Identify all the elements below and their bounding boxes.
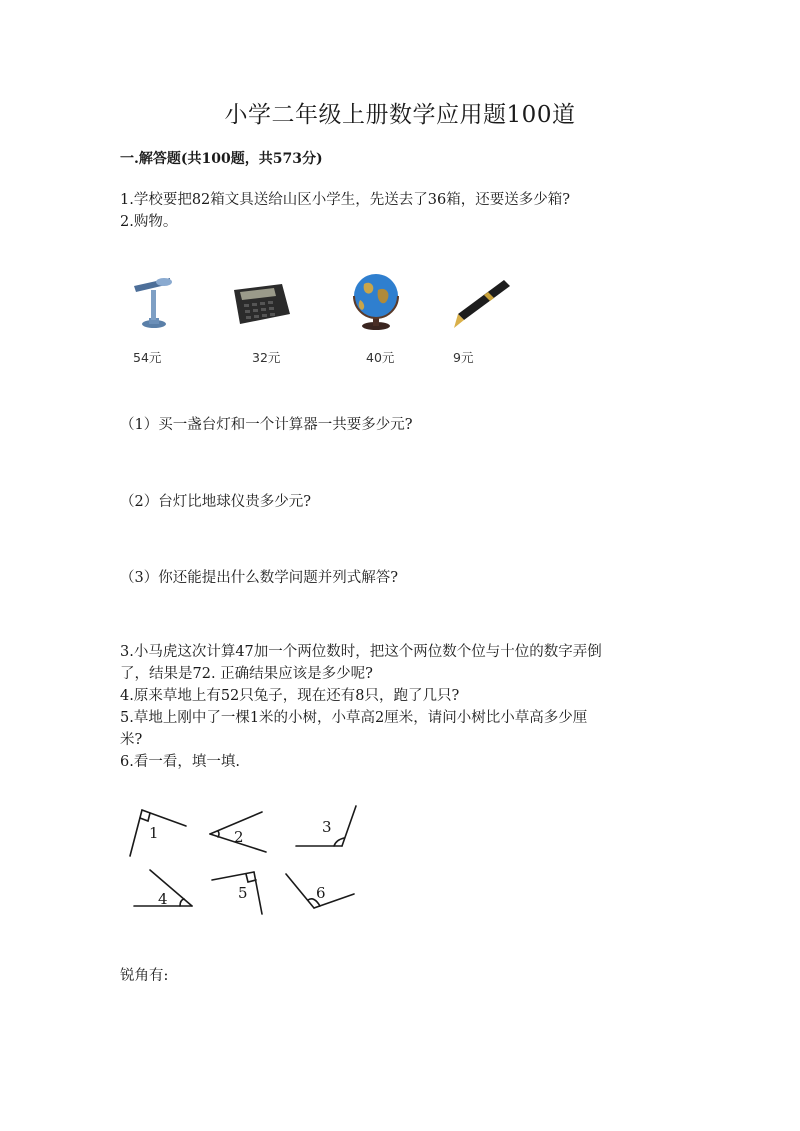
question-3-line-1: 3.小马虎这次计算47加一个两位数时，把这个两位数个位与十位的数字弄倒 <box>120 644 602 660</box>
calculator-icon <box>230 282 292 330</box>
sub-question-2: （2）台灯比地球仪贵多少元? <box>120 494 311 510</box>
angle-label-5: 5 <box>238 884 248 902</box>
price-pen: 9元 <box>453 350 474 365</box>
question-3-line-2: 了，结果是72. 正确结果应该是多少呢? <box>120 666 373 682</box>
question-2: 2.购物。 <box>120 214 178 230</box>
price-globe: 40元 <box>366 350 395 365</box>
question-6: 6.看一看，填一填. <box>120 754 240 770</box>
question-4: 4.原来草地上有52只兔子，现在还有8只，跑了几只? <box>120 688 460 704</box>
angle-label-1: 1 <box>149 824 159 842</box>
angle-label-4: 4 <box>158 890 168 908</box>
desk-lamp-icon <box>130 272 174 336</box>
answer-acute-angles: 锐角有: <box>120 968 169 984</box>
page-title: 小学二年级上册数学应用题100道 <box>224 102 576 128</box>
section-heading: 一.解答题(共100题，共573分) <box>120 151 323 167</box>
angle-label-3: 3 <box>322 818 332 836</box>
question-5-line-1: 5.草地上刚中了一棵1米的小树，小草高2厘米，请问小树比小草高多少厘 <box>120 710 588 726</box>
price-desk-lamp: 54元 <box>133 350 162 365</box>
sub-question-3: （3）你还能提出什么数学问题并列式解答? <box>120 570 398 586</box>
price-calculator: 32元 <box>252 350 281 365</box>
globe-icon <box>346 270 406 336</box>
angle-5 <box>212 872 262 914</box>
angles-figure <box>120 800 370 920</box>
question-1: 1.学校要把82箱文具送给山区小学生，先送去了36箱，还要送多少箱? <box>120 192 571 208</box>
angle-label-2: 2 <box>234 828 244 846</box>
question-5-line-2: 米? <box>120 732 143 748</box>
pen-icon <box>448 276 514 336</box>
angle-label-6: 6 <box>316 884 326 902</box>
sub-question-1: （1）买一盏台灯和一个计算器一共要多少元? <box>120 417 413 433</box>
